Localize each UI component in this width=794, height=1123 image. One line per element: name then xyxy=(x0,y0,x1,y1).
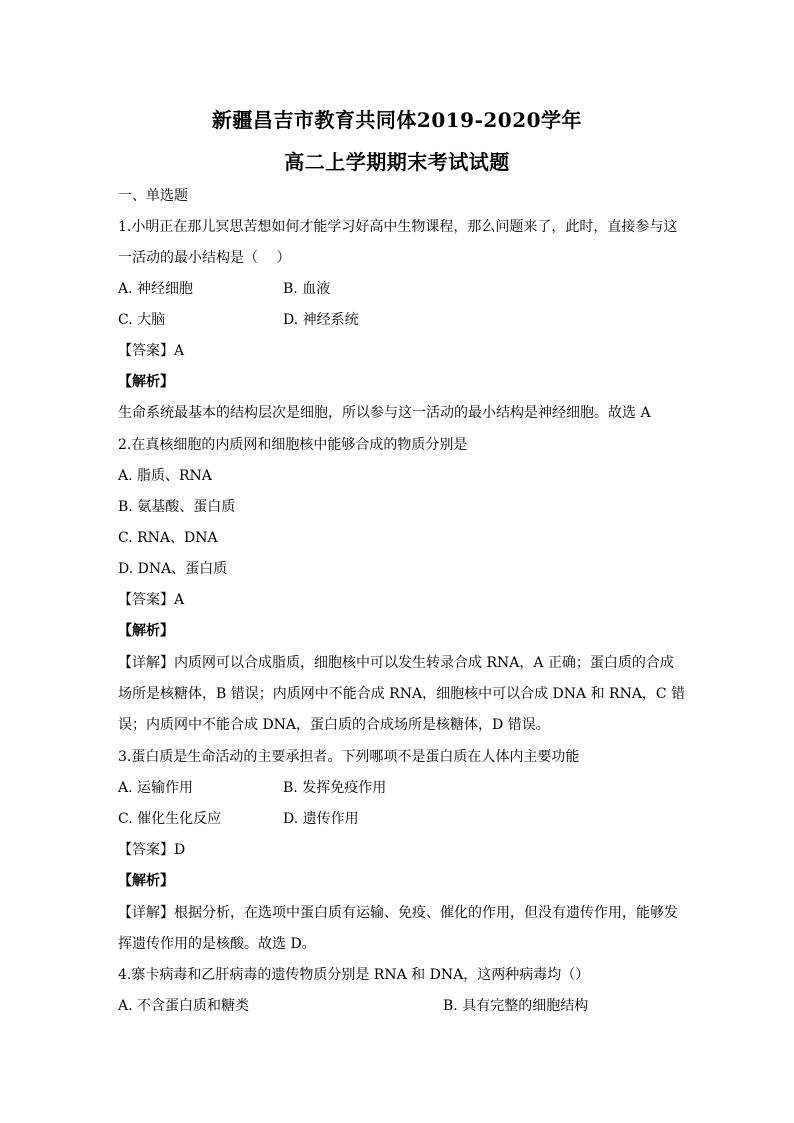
q2-detail-line2: 场所是核糖体，B 错误；内质网中不能合成 RNA，细胞核中可以合成 DNA 和 RNA，C 错 xyxy=(118,686,686,702)
q2-option-a: A. 脂质、RNA xyxy=(118,468,212,484)
q1-stem-line1: 1.小明正在那儿冥思苦想如何才能学习好高中生物课程，那么问题来了，此时，直接参与这 xyxy=(118,219,678,235)
q3-option-c: C. 催化生化反应 xyxy=(118,811,222,827)
q4-stem: 4.寨卡病毒和乙肝病毒的遗传物质分别是 RNA 和 DNA，这两种病毒均（） xyxy=(118,967,590,983)
q3-option-b: B. 发挥免疫作用 xyxy=(283,780,387,796)
q2-option-d: D. DNA、蛋白质 xyxy=(118,561,228,577)
q2-analysis-label: 【解析】 xyxy=(118,623,174,639)
q1-option-c: C. 大脑 xyxy=(118,312,166,328)
q3-answer: 【答案】D xyxy=(118,842,186,858)
q3-option-a: A. 运输作用 xyxy=(118,780,194,796)
q1-analysis: 生命系统最基本的结构层次是细胞，所以参与这一活动的最小结构是神经细胞。故选 A xyxy=(118,405,651,421)
q4-option-a: A. 不含蛋白质和糖类 xyxy=(118,998,250,1014)
q3-detail-line2: 挥遗传作用的是核酸。故选 D。 xyxy=(118,936,316,952)
q2-stem: 2.在真核细胞的内质网和细胞核中能够合成的物质分别是 xyxy=(118,437,468,453)
q2-option-c: C. RNA、DNA xyxy=(118,530,218,546)
q4-option-b: B. 具有完整的细胞结构 xyxy=(443,998,589,1014)
q2-answer: 【答案】A xyxy=(118,592,185,608)
q2-detail-line3: 误；内质网中不能合成 DNA，蛋白质的合成场所是核糖体，D 错误。 xyxy=(118,717,550,733)
q2-detail-line1: 【详解】内质网可以合成脂质，细胞核中可以发生转录合成 RNA，A 正确；蛋白质的合成 xyxy=(118,655,674,671)
section-heading: 一、单选题 xyxy=(118,188,188,204)
q3-stem: 3.蛋白质是生命活动的主要承担者。下列哪项不是蛋白质在人体内主要功能 xyxy=(118,749,580,765)
q1-option-a: A. 神经细胞 xyxy=(118,281,194,297)
q3-option-d: D. 遗传作用 xyxy=(283,811,359,827)
q3-analysis-label: 【解析】 xyxy=(118,873,174,889)
document-title-line2: 高二上学期期末考试试题 xyxy=(284,150,510,174)
q1-option-d: D. 神经系统 xyxy=(283,312,359,328)
q1-option-b: B. 血液 xyxy=(283,281,331,297)
q3-detail-line1: 【详解】根据分析，在选项中蛋白质有运输、免疫、催化的作用，但没有遗传作用，能够发 xyxy=(118,905,678,921)
q1-analysis-label: 【解析】 xyxy=(118,374,174,390)
document-title-line1: 新疆昌吉市教育共同体2019-2020学年 xyxy=(211,108,583,132)
q2-option-b: B. 氨基酸、蛋白质 xyxy=(118,499,236,515)
q1-stem-line2: 一活动的最小结构是（ ） xyxy=(118,250,291,266)
q1-answer: 【答案】A xyxy=(118,343,185,359)
